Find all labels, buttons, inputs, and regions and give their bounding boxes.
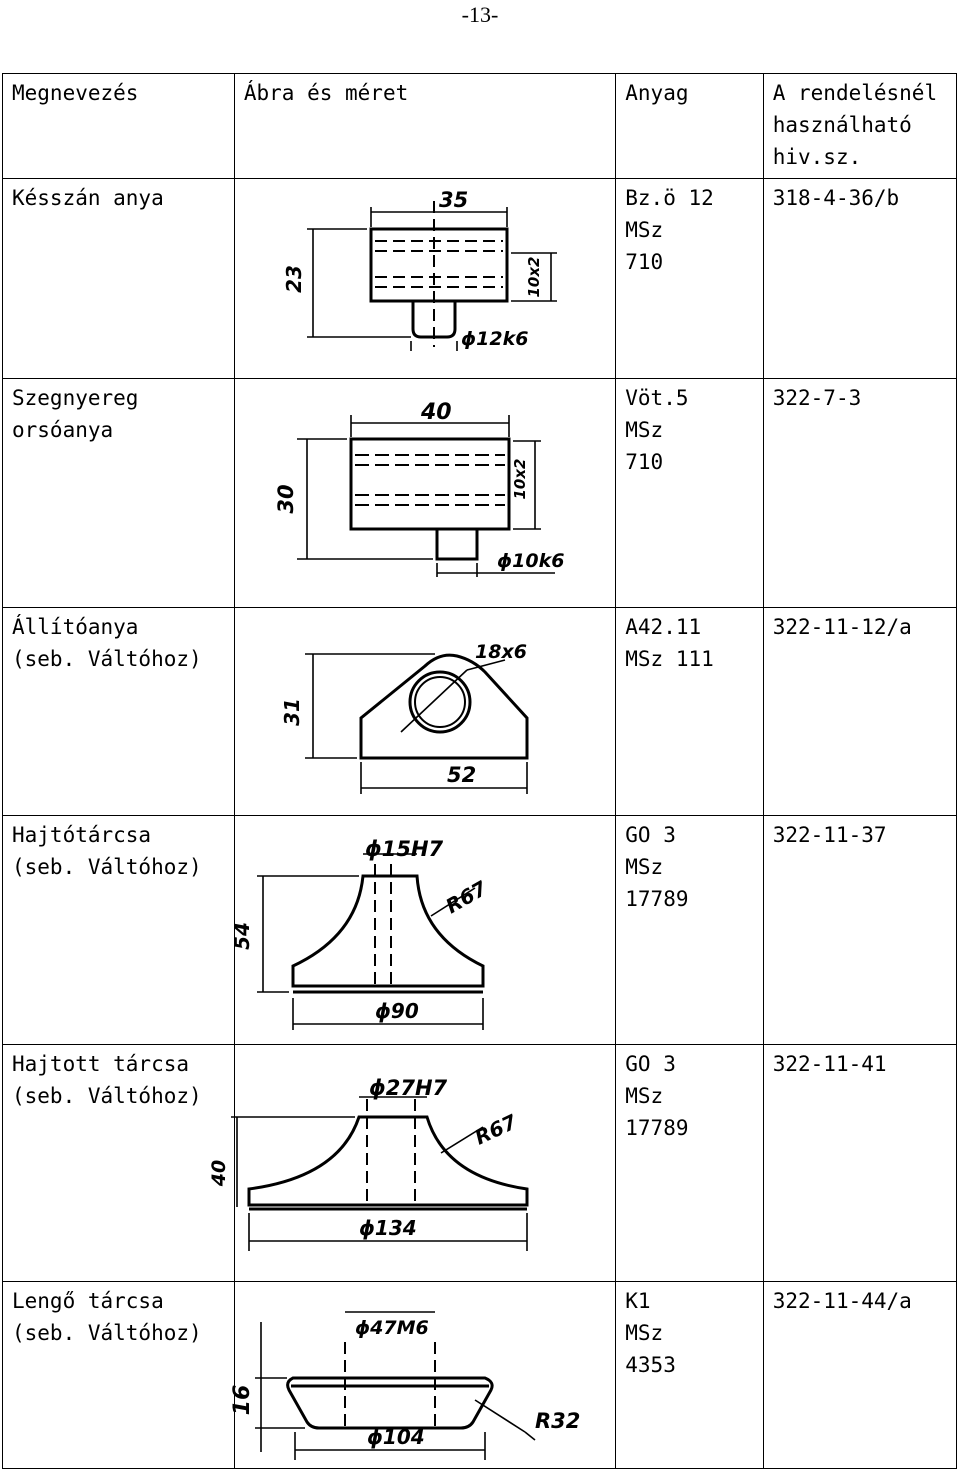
dim-diameter: ϕ104 [366,1425,425,1449]
header-order-ref [763,74,956,179]
header-name: Megnevezés [3,74,235,179]
part-material [616,179,763,379]
part-name [3,608,235,816]
part-material [616,1282,763,1469]
dim-side: 10x2 [510,458,529,500]
part-material [616,816,763,1045]
dim-height: 23 [281,265,306,293]
dim-width: 40 [420,400,452,425]
material-line: Bz.ö 12 [625,186,714,210]
part-name-line: (seb. Váltóhoz) [12,1084,202,1108]
material-line: 17789 [625,1116,689,1140]
dim-height: 40 [207,1159,230,1187]
dim-bore: ϕ27H7 [368,1076,448,1100]
dim-hole: 18x6 [474,641,527,663]
dim-width: 52 [446,763,477,787]
part-drawing [234,179,615,379]
dim-radius: R32 [534,1409,581,1433]
part-drawing [207,1045,615,1282]
material-line: 710 [625,450,664,474]
drawing-allitoanya [235,608,610,812]
header-order-ref-line: A rendelésnél [772,81,938,105]
dim-width: 35 [438,188,469,212]
parts-table [2,73,957,1469]
drawing-lengo-tarcsa [229,1282,610,1465]
material-line: MSz 111 [625,647,714,671]
part-material [616,1045,763,1282]
part-order-ref: 322-11-44/a [763,1282,956,1469]
material-line: 4353 [625,1353,676,1377]
part-name [3,816,235,1045]
part-name [3,1045,235,1282]
part-name-line: Hajtótárcsa [12,823,152,847]
part-name-line: (seb. Váltóhoz) [12,855,202,879]
header-order-ref-line: hiv.sz. [772,145,862,169]
drawing-kesszan-anya [235,179,610,375]
part-drawing [234,379,615,608]
part-name-line: Hajtott tárcsa [12,1052,190,1076]
part-drawing [234,608,615,816]
dim-radius: R67 [441,875,491,919]
dim-height: 30 [273,484,298,514]
part-name-line: (seb. Váltóhoz) [12,647,202,671]
dim-bore: ϕ12k6 [460,328,529,350]
material-line: GO 3 [625,823,676,847]
material-line: K1 [625,1289,651,1313]
part-name-line: (seb. Váltóhoz) [12,1321,202,1345]
drawing-hajtotarcsa [229,816,610,1041]
part-name [3,179,235,379]
dim-side: 10x2 [524,256,543,298]
dim-bore: ϕ47M6 [354,1317,429,1339]
part-name [3,379,235,608]
part-name-line: Lengő tárcsa [12,1289,164,1313]
table-row [3,379,957,608]
material-line: GO 3 [625,1052,676,1076]
part-order-ref: 318-4-36/b [763,179,956,379]
dim-height: 16 [229,1384,255,1416]
part-order-ref: 322-7-3 [763,379,956,608]
table-row [3,179,957,379]
table-header-row [3,74,957,179]
part-material [616,379,763,608]
material-line: MSz [625,1321,664,1345]
dim-height: 54 [229,922,254,950]
table-row [3,1282,957,1469]
material-line: 17789 [625,887,689,911]
part-order-ref: 322-11-41 [763,1045,956,1282]
header-order-ref-line: használható [772,113,912,137]
material-line: Vöt.5 [625,386,689,410]
dim-bore: ϕ10k6 [496,550,565,572]
header-figure: Ábra és méret [234,74,615,179]
part-order-ref: 322-11-37 [763,816,956,1045]
material-line: A42.11 [625,615,702,639]
dim-diameter: ϕ90 [374,999,419,1023]
part-drawing [229,816,615,1045]
page-number: -13- [461,2,499,27]
dim-diameter: ϕ134 [358,1216,417,1240]
part-name-line: Szegnyereg [12,386,139,410]
part-name-line: Állítóanya [12,615,139,639]
drawing-hajtott-tarcsa [207,1045,610,1278]
material-line: 710 [625,250,664,274]
part-name [3,1282,235,1469]
dim-radius: R67 [470,1109,521,1150]
table-row [3,1045,957,1282]
material-line: MSz [625,218,664,242]
part-drawing [229,1282,615,1469]
part-name-line: Késszán anya [12,186,164,210]
material-line: MSz [625,855,664,879]
part-material [616,608,763,816]
material-line: MSz [625,418,664,442]
table-row [3,816,957,1045]
dim-bore: ϕ15H7 [364,837,444,861]
drawing-szegnyereg-orsoanya [235,379,610,604]
part-name-line: orsóanya [12,418,114,442]
header-material: Anyag [616,74,763,179]
dim-height: 31 [279,698,304,726]
table-row [3,608,957,816]
material-line: MSz [625,1084,664,1108]
part-order-ref: 322-11-12/a [763,608,956,816]
